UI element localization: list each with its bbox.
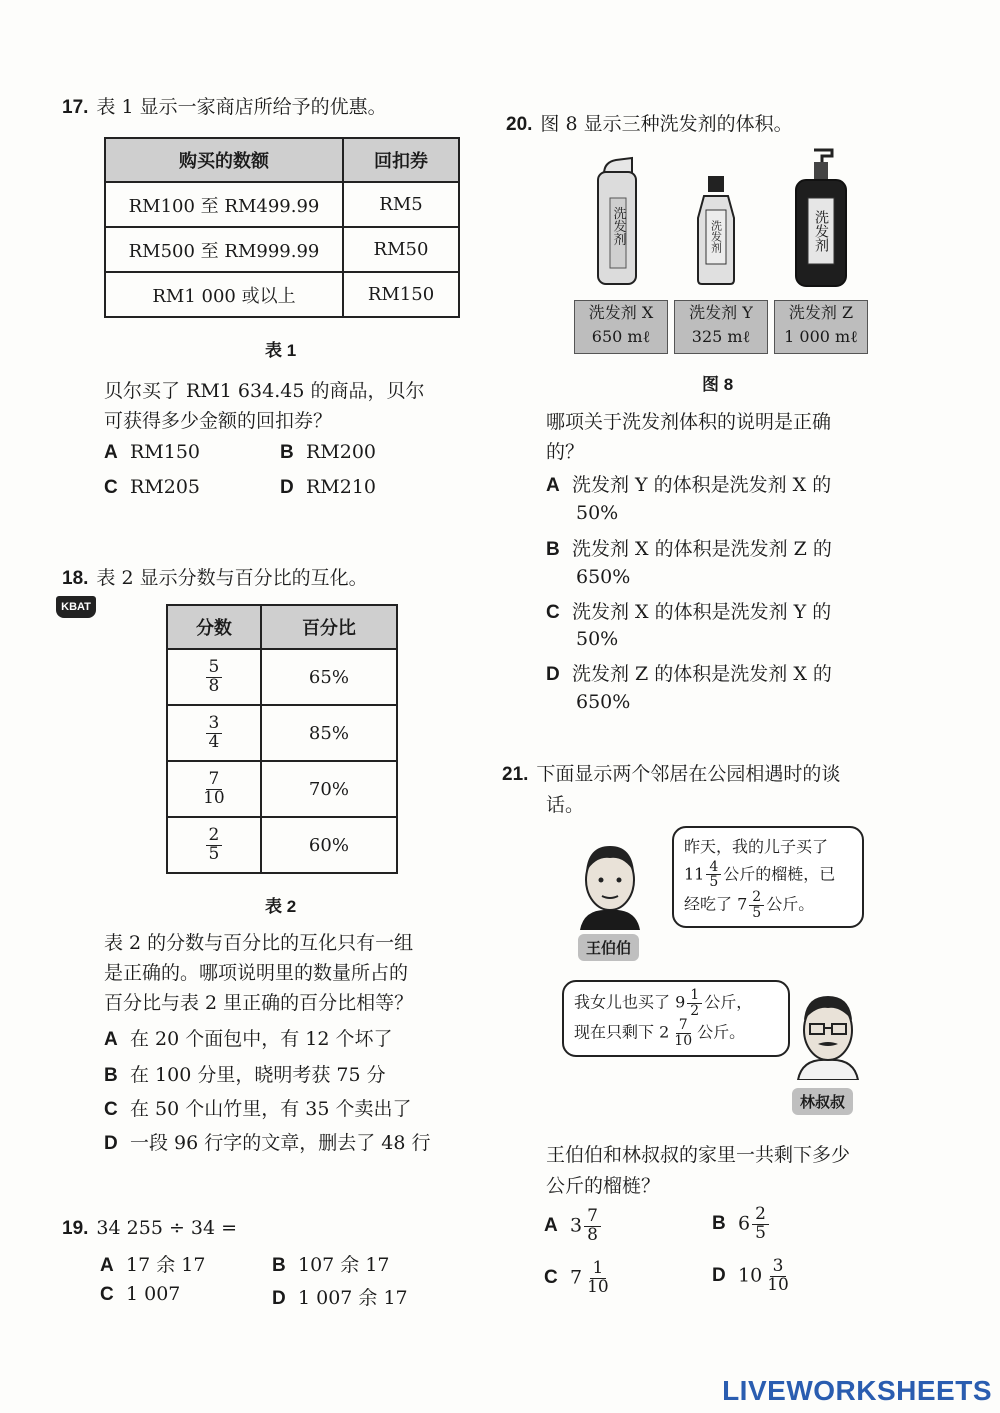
q18-question-line: 是正确的。哪项说明里的数量所占的 [104, 962, 409, 984]
q18-option-c[interactable]: C 在 50 个山竹里，有 35 个卖出了 [104, 1098, 412, 1120]
bottle-z-text: 洗发剂 [813, 210, 829, 252]
q20-question-line: 的？ [546, 441, 585, 463]
q21-option-b[interactable]: B 6 $\frac{2}{5}$ [712, 1206, 771, 1243]
q21-question-line: 王伯伯和林叔叔的家里一共剩下多少 [546, 1144, 851, 1166]
q20-question-line: 哪项关于洗发剂体积的说明是正确 [546, 411, 832, 433]
q20-option-c[interactable]: C 洗发剂 X 的体积是洗发剂 Y 的 [546, 601, 832, 623]
q21-stem: 21. 下面显示两个邻居在公园相遇时的谈 [502, 763, 841, 785]
q20-option-b[interactable]: B 洗发剂 X 的体积是洗发剂 Z 的 [546, 538, 832, 560]
q18-option-b[interactable]: B 在 100 分里，晓明考获 75 分 [104, 1064, 386, 1086]
q19-option-d[interactable]: D 1 007 余 17 [272, 1287, 408, 1309]
q20-option-d-cont: 650% [576, 691, 631, 713]
q19-option-c[interactable]: C 1 007 [100, 1283, 181, 1305]
table-2-cell: 70% [261, 761, 397, 817]
bottle-label-z: 洗发剂 Z 1 000 mℓ [774, 300, 868, 354]
table-1-cell: RM50 [343, 227, 459, 272]
q21-option-c[interactable]: C 7 $\frac{1}{10}$ [544, 1258, 609, 1297]
table-2-header: 百分比 [261, 605, 397, 649]
q18-question-line: 表 2 的分数与百分比的互化只有一组 [104, 932, 414, 954]
table-1-cell: RM500 至 RM999.99 [105, 227, 343, 272]
table-2-cell: 60% [261, 817, 397, 873]
q19-stem: 19. 34 255 ÷ 34 = [62, 1217, 238, 1239]
table-1-header: 购买的数额 [105, 138, 343, 182]
speech-bubble-wang: 昨天，我的儿子买了 11 $\frac{4}{5}$ 公斤的榴梿，已 经吃了 7 $\frac{2}{5}$ 公斤。 [672, 826, 864, 928]
bottle-label-y: 洗发剂 Y 325 mℓ [674, 300, 768, 354]
q18-question-line: 百分比与表 2 里正确的百分比相等？ [104, 992, 414, 1014]
table-2-cell: $\frac{7}{10}$ [167, 761, 261, 817]
q19-option-b[interactable]: B 107 余 17 [272, 1254, 390, 1276]
table-1-header: 回扣券 [343, 138, 459, 182]
lin-avatar-icon [790, 990, 866, 1080]
q20-option-a-cont: 50% [576, 502, 619, 524]
table-2-caption: 表 2 [265, 897, 297, 916]
q18-stem: 18. 表 2 显示分数与百分比的互化。 [62, 567, 368, 589]
q17-question-line: 贝尔买了 RM1 634.45 的商品，贝尔 [104, 380, 425, 402]
table-2 [166, 604, 398, 874]
liveworksheets-logo[interactable]: LIVEWORKSHEETS [722, 1375, 992, 1406]
table-1-cell: RM100 至 RM499.99 [105, 182, 343, 227]
table-2-cell: $\frac{3}{4}$ [167, 705, 261, 761]
table-2-cell: 65% [261, 649, 397, 705]
table-2-cell: 85% [261, 705, 397, 761]
q21-option-a[interactable]: A 3 $\frac{7}{8}$ [544, 1208, 603, 1245]
table-1 [104, 137, 460, 318]
table-1-caption: 表 1 [265, 341, 297, 360]
kbat-badge: KBAT [56, 596, 96, 618]
figure-8-caption: 图 8 [702, 375, 734, 394]
q17-question-line: 可获得多少金额的回扣券？ [104, 410, 333, 432]
person-name-lin: 林叔叔 [792, 1088, 853, 1115]
q18-option-d[interactable]: D 一段 96 行字的文章，删去了 48 行 [104, 1132, 431, 1154]
q21-option-d[interactable]: D 10 $\frac{3}{10}$ [712, 1256, 789, 1295]
wang-avatar-icon [574, 838, 646, 930]
q21-stem-cont: 话。 [546, 794, 585, 816]
q17-option-c[interactable]: C RM205 [104, 476, 201, 498]
bottle-x-text: 洗发剂 [610, 206, 626, 246]
q21-question-line: 公斤的榴梿？ [546, 1175, 661, 1197]
q17-option-a[interactable]: A RM150 [104, 441, 201, 463]
shampoo-bottles-figure [570, 148, 870, 298]
table-2-cell: $\frac{5}{8}$ [167, 649, 261, 705]
q17-option-d[interactable]: D RM210 [280, 476, 377, 498]
q20-option-a[interactable]: A 洗发剂 Y 的体积是洗发剂 X 的 [546, 474, 832, 496]
bottle-y-text: 洗发剂 [709, 220, 723, 253]
person-name-wang: 王伯伯 [578, 934, 639, 961]
q19-option-a[interactable]: A 17 余 17 [100, 1254, 206, 1276]
table-1-cell: RM1 000 或以上 [105, 272, 343, 317]
q17-option-b[interactable]: B RM200 [280, 441, 377, 463]
q17-stem: 17. 表 1 显示一家商店所给予的优惠。 [62, 96, 387, 118]
table-2-header: 分数 [167, 605, 261, 649]
q18-option-a[interactable]: A 在 20 个面包中，有 12 个坏了 [104, 1028, 393, 1050]
q20-option-c-cont: 50% [576, 628, 619, 650]
speech-bubble-lin: 我女儿也买了 9 $\frac{1}{2}$ 公斤， 现在只剩下 2 $\frac{7}{10}$ 公斤。 [562, 980, 790, 1057]
q20-option-d[interactable]: D 洗发剂 Z 的体积是洗发剂 X 的 [546, 663, 832, 685]
q20-option-b-cont: 650% [576, 566, 631, 588]
bottle-label-x: 洗发剂 X 650 mℓ [574, 300, 668, 354]
q20-stem: 20. 图 8 显示三种洗发剂的体积。 [506, 113, 793, 135]
table-1-cell: RM5 [343, 182, 459, 227]
table-1-cell: RM150 [343, 272, 459, 317]
table-2-cell: $\frac{2}{5}$ [167, 817, 261, 873]
